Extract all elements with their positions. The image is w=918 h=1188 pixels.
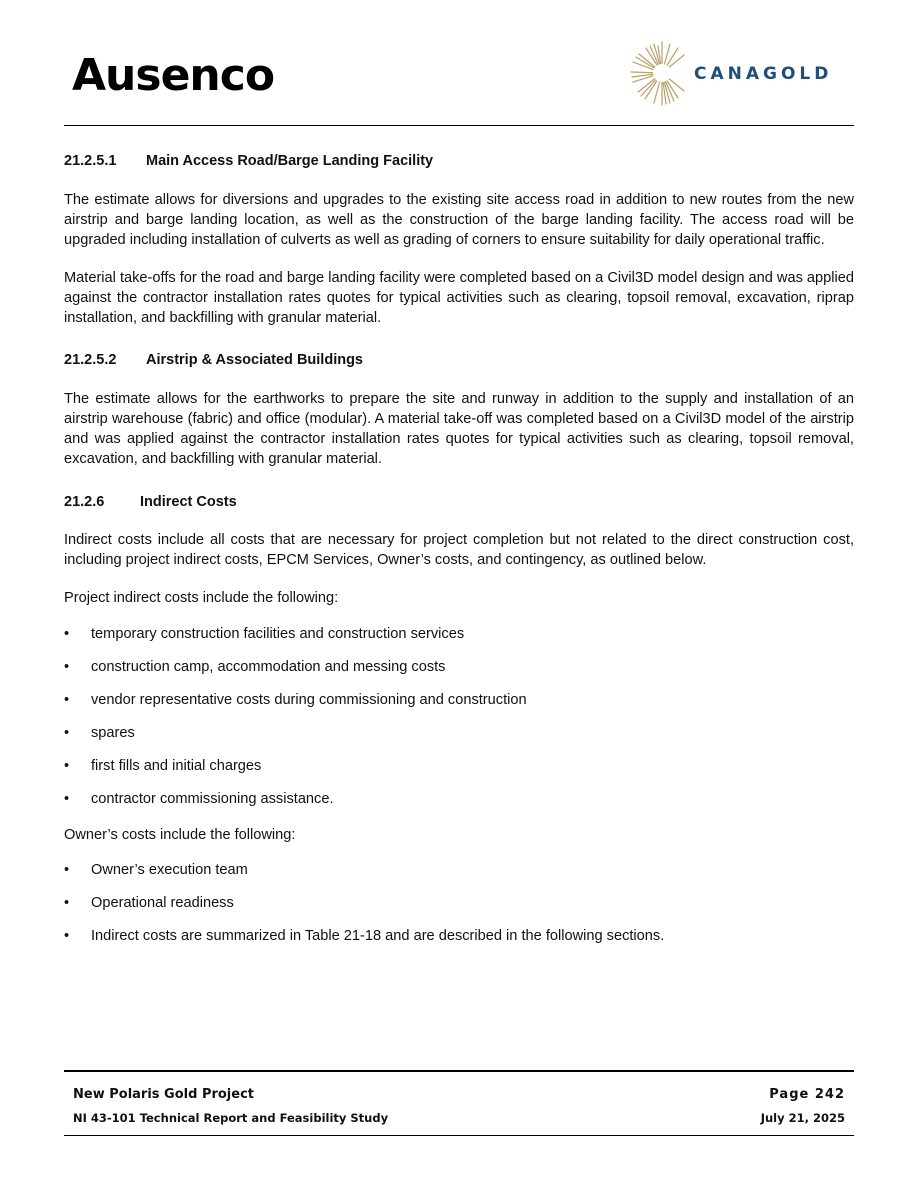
bullet-icon: • bbox=[64, 659, 70, 675]
footer-page-number: Page 242 bbox=[769, 1087, 845, 1102]
paragraph: The estimate allows for diversions and upgrades to the existing site access road in addition to new routes from the new airstrip and barge landing location, as well as the construction of the barge landing facility. The access road will be upgraded including installation of culverts as well as grading of corners to ensure suitability for daily operational traffic. bbox=[64, 192, 854, 248]
paragraph: Material take-offs for the road and barge landing facility were completed based on a Civil3D model design and was applied against the contractor installation rates quotes for typical activities such as clearing, topsoil removal, excavation, riprap installation, and backfilling with granular material. bbox=[64, 270, 854, 326]
bullet-icon: • bbox=[64, 692, 70, 708]
list-item: • contractor commissioning assistance. bbox=[64, 791, 334, 807]
paragraph: The estimate allows for the earthworks to prepare the site and runway in addition to the supply and installation of an airstrip warehouse (fabric) and office (modular). A material take-off was completed based on a Civil3D model of the airstrip and was applied against the contractor installation rates quotes for typical activities such as clearing, topsoil removal, excavation, and backfilling with granular material. bbox=[64, 391, 854, 467]
footer-right bbox=[761, 1085, 845, 1128]
ausenco-logo bbox=[72, 50, 275, 101]
list-item: • Operational readiness bbox=[64, 895, 234, 911]
footer-date: July 21, 2025 bbox=[760, 1111, 845, 1125]
bullet-icon: • bbox=[64, 928, 70, 944]
bullet-icon: • bbox=[64, 725, 70, 741]
bullet-icon: • bbox=[64, 895, 70, 911]
footer-divider-bottom bbox=[64, 1135, 854, 1136]
list-item: • Indirect costs are summarized in Table 21-18 and are described in the following sections. bbox=[64, 928, 665, 944]
list-item: • temporary construction facilities and construction services bbox=[64, 626, 465, 642]
document-body bbox=[64, 150, 854, 946]
bullet-icon: • bbox=[64, 862, 70, 878]
footer-project-name: New Polaris Gold Project bbox=[73, 1087, 255, 1102]
paragraph: Project indirect costs include the following: bbox=[64, 590, 339, 606]
sunburst-icon bbox=[628, 40, 690, 106]
bullet-list-owners-costs bbox=[64, 860, 854, 946]
footer-report-title: NI 43-101 Technical Report and Feasibility Study bbox=[73, 1111, 389, 1125]
bullet-icon: • bbox=[64, 791, 70, 807]
section-number: 21.2.5.1 bbox=[64, 153, 117, 169]
footer-divider-top bbox=[64, 1070, 854, 1072]
header-divider bbox=[64, 125, 854, 126]
section-heading-21-2-6 bbox=[64, 491, 854, 513]
bullet-icon: • bbox=[64, 758, 70, 774]
section-title: Indirect Costs bbox=[140, 494, 237, 510]
section-number: 21.2.5.2 bbox=[64, 352, 117, 368]
section-title: Airstrip & Associated Buildings bbox=[146, 352, 363, 368]
list-item: • spares bbox=[64, 725, 135, 741]
paragraph: Indirect costs include all costs that are necessary for project completion but not related to the direct construction cost, including project indirect costs, EPCM Services, Owner’s costs, and contingency, as outlined below. bbox=[64, 532, 854, 568]
footer-left bbox=[73, 1085, 388, 1128]
paragraph: Owner’s costs include the following: bbox=[64, 827, 296, 843]
section-title: Main Access Road/Barge Landing Facility bbox=[146, 153, 434, 169]
list-item: • vendor representative costs during commissioning and construction bbox=[64, 692, 527, 708]
section-heading-21-2-5-1 bbox=[64, 150, 854, 172]
list-item: • Owner’s execution team bbox=[64, 862, 248, 878]
bullet-icon: • bbox=[64, 626, 70, 642]
section-heading-21-2-5-2 bbox=[64, 349, 854, 371]
ausenco-logo-text: Ausenco bbox=[72, 50, 275, 101]
section-number: 21.2.6 bbox=[64, 494, 105, 510]
canagold-logo-text: CANAGOLD bbox=[694, 64, 833, 84]
list-item: • first fills and initial charges bbox=[64, 758, 262, 774]
bullet-list-project-indirects bbox=[64, 624, 854, 809]
list-item: • construction camp, accommodation and messing costs bbox=[64, 659, 446, 675]
